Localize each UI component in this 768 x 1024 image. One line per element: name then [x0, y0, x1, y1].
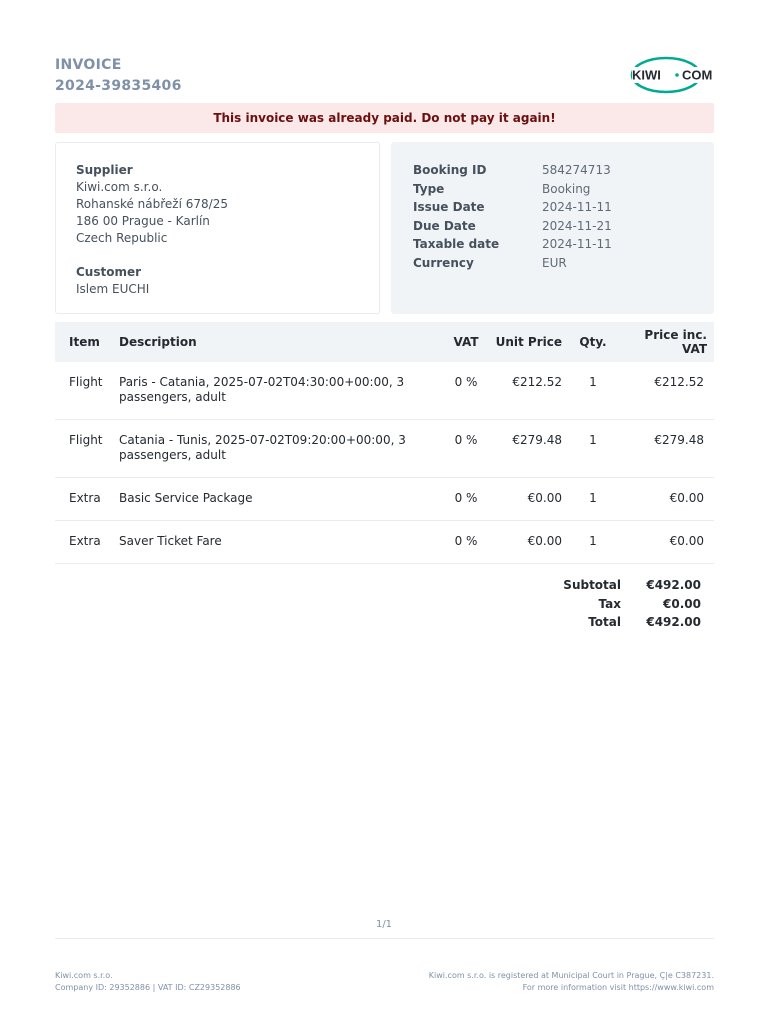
cell-description: Basic Service Package: [105, 478, 442, 521]
invoice-header: [55, 57, 714, 97]
cell-description: Paris - Catania, 2025-07-02T04:30:00+00:00, 3 passengers, adult: [105, 362, 442, 420]
invoice-title: INVOICE: [55, 57, 122, 73]
total-row: [555, 613, 715, 632]
booking-value: 584274713: [542, 163, 611, 178]
table-header-row: [55, 322, 714, 362]
cell-vat: 0 %: [442, 362, 490, 420]
col-header-price-inc-vat: Price inc. VAT: [624, 322, 714, 362]
total-value: €492.00: [646, 615, 701, 630]
tax-value: €0.00: [663, 596, 701, 611]
total-label: Total: [588, 615, 621, 630]
col-header-description: Description: [105, 322, 442, 362]
totals-block: [555, 576, 715, 632]
invoice-number: 2024-39835406: [55, 78, 182, 94]
footer-company-ids: Company ID: 29352886 | VAT ID: CZ29352886: [55, 983, 241, 992]
already-paid-banner: This invoice was already paid. Do not pay it again!: [55, 103, 714, 133]
booking-key: Type: [413, 181, 445, 196]
booking-value: 2024-11-11: [542, 200, 612, 215]
cell-item: Flight: [55, 420, 105, 478]
booking-row: [413, 180, 692, 199]
cell-vat: 0 %: [442, 521, 490, 564]
cell-qty: 1: [562, 420, 624, 478]
subtotal-label: Subtotal: [563, 578, 621, 593]
cell-price-inc-vat: €212.52: [624, 362, 714, 420]
booking-key: Taxable date: [413, 237, 500, 252]
booking-row: [413, 161, 692, 180]
cell-price-inc-vat: €0.00: [624, 478, 714, 521]
cell-description: Catania - Tunis, 2025-07-02T09:20:00+00:00, 3 passengers, adult: [105, 420, 442, 478]
booking-value: 2024-11-11: [542, 237, 612, 252]
cell-qty: 1: [562, 521, 624, 564]
booking-row: [413, 198, 692, 217]
cell-item: Extra: [55, 478, 105, 521]
supplier-customer-box: [55, 142, 380, 314]
col-header-item: Item: [55, 322, 105, 362]
cell-item: Extra: [55, 521, 105, 564]
supplier-line: Czech Republic: [76, 231, 168, 245]
booking-row: [413, 217, 692, 236]
logo-text-right: COM: [682, 67, 713, 83]
cell-vat: 0 %: [442, 478, 490, 521]
col-header-qty: Qty.: [562, 322, 624, 362]
tax-row: [555, 595, 715, 614]
cell-price-inc-vat: €279.48: [624, 420, 714, 478]
cell-qty: 1: [562, 362, 624, 420]
table-row: [55, 420, 714, 478]
booking-key: Due Date: [413, 218, 476, 233]
page-number: 1/1: [375, 919, 393, 930]
cell-price-inc-vat: €0.00: [624, 521, 714, 564]
booking-key: Booking ID: [413, 163, 487, 178]
booking-value: 2024-11-21: [542, 218, 612, 233]
booking-row: [413, 254, 692, 273]
table-row: [55, 478, 714, 521]
footer-website-link[interactable]: For more information visit https://www.kiwi.com: [522, 983, 714, 992]
cell-unit-price: €212.52: [490, 362, 562, 420]
footer-divider: [55, 938, 714, 939]
booking-value: EUR: [542, 255, 567, 270]
invoice-items-table: [55, 322, 714, 564]
kiwi-logo: [630, 56, 714, 94]
cell-description: Saver Ticket Fare: [105, 521, 442, 564]
cell-unit-price: €279.48: [490, 420, 562, 478]
cell-qty: 1: [562, 478, 624, 521]
tax-label: Tax: [598, 596, 621, 611]
customer-label: Customer: [76, 265, 142, 279]
booking-key: Currency: [413, 255, 474, 270]
booking-row: [413, 235, 692, 254]
table-row: [55, 362, 714, 420]
cell-vat: 0 %: [442, 420, 490, 478]
logo-text-left: KIWI: [632, 67, 661, 83]
footer-registration: Kiwi.com s.r.o. is registered at Municipal Court in Prague, Ç|e C387231.: [428, 971, 714, 980]
cell-unit-price: €0.00: [490, 521, 562, 564]
col-header-vat: VAT: [442, 322, 490, 362]
footer-right: [429, 970, 714, 994]
col-header-unit-price: Unit Price: [490, 322, 562, 362]
booking-key: Issue Date: [413, 200, 485, 215]
subtotal-row: [555, 576, 715, 595]
supplier-line: Kiwi.com s.r.o.: [76, 180, 163, 194]
cell-item: Flight: [55, 362, 105, 420]
supplier-line: Rohanské nábřeží 678/25: [76, 197, 228, 211]
cell-unit-price: €0.00: [490, 478, 562, 521]
subtotal-value: €492.00: [646, 578, 701, 593]
footer-company-name: Kiwi.com s.r.o.: [55, 971, 113, 980]
table-row: [55, 521, 714, 564]
supplier-label: Supplier: [76, 163, 133, 177]
footer-left: [55, 970, 241, 994]
supplier-line: 186 00 Prague - Karlín: [76, 214, 210, 228]
booking-value: Booking: [542, 181, 591, 196]
booking-details-box: [391, 142, 714, 314]
customer-name: Islem EUCHI: [76, 282, 150, 296]
